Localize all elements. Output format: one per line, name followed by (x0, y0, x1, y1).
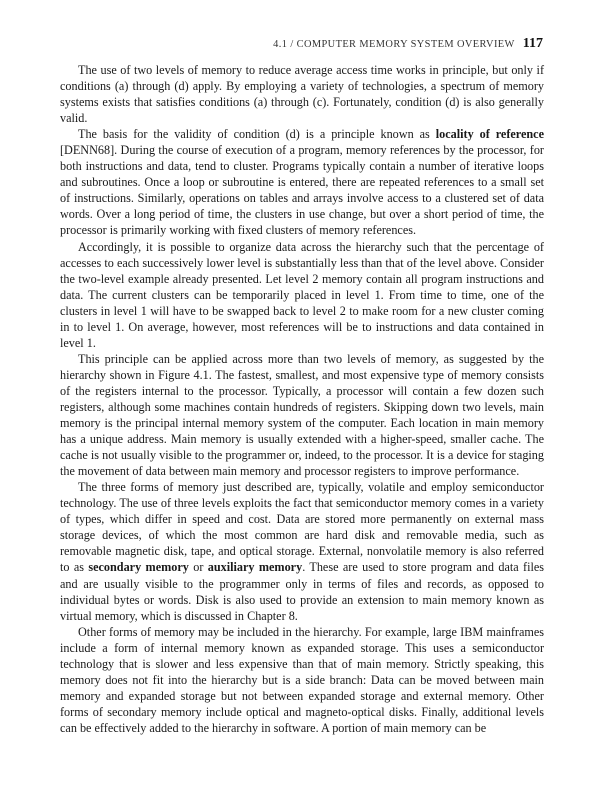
paragraph-locality-of-reference (60, 126, 544, 238)
paragraph-secondary-memory (60, 479, 544, 623)
key-term-locality-of-reference: locality of reference (435, 127, 544, 142)
key-term-secondary-memory: secondary memory (88, 560, 189, 575)
body-text (60, 62, 544, 736)
key-term-auxiliary-memory: auxiliary memory (207, 560, 303, 575)
paragraph-text: [DENN68]. During the course of execution of a program, memory references by the processor, for both instructions and data, tend to cluster. Programs typically contain a number of iterative loops and subroutines. Once a loop or subroutine is entered, there are repeated references to a small set of instructions. Similarly, operations on tables and arrays involve access to a clustered set of data words. Over a long period of time, the clusters in use change, but over a short period of time, the processor is primarily working with fixed clusters of memory references. (60, 143, 544, 238)
paragraph-text: . These are used to store program and data files and are usually visible to the programmer only in terms of files and records, as opposed to individual bytes or words. Disk is also used to provide an extension to main memory known as virtual memory, which is discussed in Chapter 8. (60, 560, 544, 623)
paragraph-text: or (188, 560, 208, 575)
section-title: 4.1 / COMPUTER MEMORY SYSTEM OVERVIEW (273, 39, 515, 50)
running-header (130, 36, 543, 52)
paragraph-levels-of-memory: The use of two levels of memory to reduce average access time works in principle, but only if conditions (a) through (d) apply. By employing a variety of technologies, a spectrum of memory systems exists that satisfies conditions (a) through (c). Fortunately, condition (d) is also generally valid. (60, 63, 544, 126)
paragraph-other-forms: Other forms of memory may be included in the hierarchy. For example, large IBM mainframes include a form of internal memory known as expanded storage. This uses a semiconductor technology that is slower and less expensive than that of main memory. Strictly speaking, this memory does not fit into the hierarchy but is a side branch: Data can be moved between main memory and expanded storage but not between expanded storage and external memory. Other forms of secondary memory include optical and magneto-optical disks. Finally, additional levels can be effectively added to the hierarchy in software. A portion of main memory can be (60, 624, 544, 735)
paragraph-text: The basis for the validity of condition (d) is a principle known as (78, 127, 436, 142)
paragraph-text: The three forms of memory just described are, typically, volatile and employ semiconductor technology. The use of three levels exploits the fact that semiconductor memory comes in a variety of types, which differ in speed and cost. Data are stored more permanently on external mass storage devices, of which the most common are hard disk and removable media, such as removable magnetic disk, tape, and optical storage. External, nonvolatile memory is also referred to as (60, 480, 544, 575)
paragraph-multiple-levels: This principle can be applied across more than two levels of memory, as suggested by the hierarchy shown in Figure 4.1. The fastest, smallest, and most expensive type of memory consists of the registers internal to the processor. Typically, a processor will contain a few dozen such registers, although some machines contain hundreds of registers. Skipping down two levels, main memory is the principal internal memory system of the computer. Each location in main memory has a unique address. Main memory is usually extended with a higher-speed, smaller cache. The cache is not usually visible to the programmer or, indeed, to the processor. It is a device for staging the movement of data between main memory and processor registers to improve performance. (60, 351, 544, 479)
paragraph-organize-hierarchy: Accordingly, it is possible to organize data across the hierarchy such that the percentage of accesses to each successively lower level is substantially less than that of the level above. Consider the two-level example already presented. Let level 2 memory contain all program instructions and data. The current clusters can be temporarily placed in level 1. From time to time, one of the clusters in level 1 will have to be swapped back to level 2 to make room for a new cluster coming in to level 1. On average, however, most references will be to instructions and data contained in level 1. (60, 239, 544, 350)
page-number: 117 (522, 36, 543, 51)
